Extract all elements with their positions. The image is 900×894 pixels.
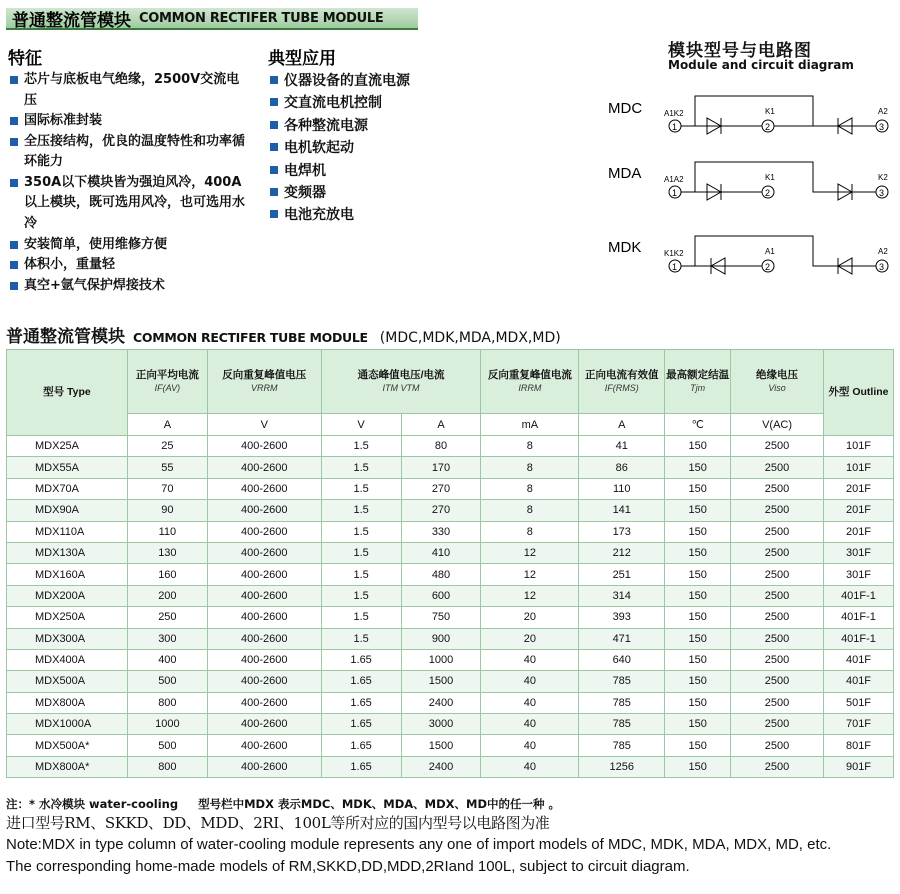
col-header-if-av: 正向平均电流 IF(AV): [127, 350, 207, 414]
cell-type: MDX800A: [7, 692, 128, 713]
table-cell: 12: [481, 564, 579, 585]
circuit-model-label: MDK: [608, 239, 642, 256]
table-cell: 150: [665, 756, 731, 777]
table-title-cn: 普通整流管模块: [6, 327, 125, 347]
table-row: [7, 714, 894, 735]
table-cell: 1.65: [321, 756, 401, 777]
table-header-row: [7, 350, 894, 414]
table-cell: 8: [481, 521, 579, 542]
table-cell: 2500: [731, 542, 824, 563]
cell-type: MDX110A: [7, 521, 128, 542]
table-cell: 400-2600: [207, 585, 321, 606]
col-header-if-rms: 正向电流有效值 IF(RMS): [579, 350, 665, 414]
application-item: [268, 204, 488, 226]
table-cell: 400-2600: [207, 457, 321, 478]
table-cell: 1000: [401, 649, 481, 670]
col-header-itm-vtm: 通态峰值电压/电流 ITM VTM: [321, 350, 481, 414]
table-cell: 401F-1: [823, 585, 893, 606]
table-cell: 400-2600: [207, 628, 321, 649]
table-cell: 2500: [731, 521, 824, 542]
cell-type: MDX70A: [7, 478, 128, 499]
application-text: 电焊机: [284, 162, 326, 179]
table-cell: 40: [481, 714, 579, 735]
table-cell: 785: [579, 735, 665, 756]
table-cell: 2400: [401, 756, 481, 777]
table-cell: 150: [665, 628, 731, 649]
note-mdx: 型号栏中MDX 表示MDC、MDK、MDA、MDX、MD中的任一种 。: [198, 797, 561, 811]
table-cell: 8: [481, 500, 579, 521]
table-row: [7, 735, 894, 756]
table-cell: 150: [665, 671, 731, 692]
application-item: [268, 182, 488, 204]
circuit-pin-label: A1A2: [664, 175, 684, 184]
circuit-pin-label: A1: [765, 247, 775, 256]
bullet-icon: [270, 210, 278, 218]
bullet-icon: [270, 188, 278, 196]
table-cell: 1.65: [321, 735, 401, 756]
table-cell: 150: [665, 649, 731, 670]
table-cell: 150: [665, 692, 731, 713]
table-row: [7, 521, 894, 542]
feature-text: 安装简单，使用维修方便: [24, 236, 168, 252]
application-item: [268, 137, 488, 159]
table-cell: 150: [665, 607, 731, 628]
table-row: [7, 564, 894, 585]
table-cell: 500: [127, 735, 207, 756]
table-cell: 2500: [731, 500, 824, 521]
table-cell: 900: [401, 628, 481, 649]
unit-cell: A: [127, 414, 207, 436]
table-row: [7, 542, 894, 563]
table-cell: 150: [665, 714, 731, 735]
table-cell: 110: [127, 521, 207, 542]
table-cell: 400-2600: [207, 436, 321, 457]
feature-item: [8, 111, 248, 132]
application-text: 电池充放电: [284, 207, 354, 224]
table-cell: 800: [127, 756, 207, 777]
table-cell: 401F: [823, 671, 893, 692]
table-row: [7, 500, 894, 521]
table-cell: 12: [481, 585, 579, 606]
table-cell: 2500: [731, 735, 824, 756]
table-cell: 1.5: [321, 521, 401, 542]
application-item: [268, 92, 488, 114]
terminal-number: 1: [672, 122, 678, 132]
table-cell: 1.5: [321, 500, 401, 521]
table-cell: 314: [579, 585, 665, 606]
table-cell: 400-2600: [207, 692, 321, 713]
table-cell: 1.5: [321, 585, 401, 606]
bullet-icon: [270, 166, 278, 174]
bullet-icon: [10, 138, 18, 146]
unit-cell: ℃: [665, 414, 731, 436]
feature-text: 芯片与底板电气绝缘，2500V交流电压: [24, 72, 240, 108]
table-cell: 20: [481, 607, 579, 628]
table-cell: 212: [579, 542, 665, 563]
cell-type: MDX130A: [7, 542, 128, 563]
table-cell: 901F: [823, 756, 893, 777]
table-row: [7, 585, 894, 606]
table-cell: 8: [481, 457, 579, 478]
table-cell: 2500: [731, 436, 824, 457]
table-cell: 640: [579, 649, 665, 670]
cell-type: MDX400A: [7, 649, 128, 670]
application-item: [268, 70, 488, 92]
application-text: 交直流电机控制: [284, 95, 382, 112]
table-cell: 2500: [731, 714, 824, 735]
note-mdx-en: Note:MDX in type column of water-cooling module represents any one of import models of MDC, MDK, MDA, MDX, MD, etc.: [6, 836, 832, 853]
table-cell: 2500: [731, 628, 824, 649]
table-cell: 80: [401, 436, 481, 457]
page-title-cn: 普通整流管模块: [12, 10, 131, 31]
table-cell: 110: [579, 478, 665, 499]
note-homemade-en: The corresponding home-made models of RM,SKKD,DD,MDD,2RIand 100L, subject to circuit diagram.: [6, 858, 690, 875]
table-cell: 1500: [401, 735, 481, 756]
note-import-models-cn: 进口型号RM、SKKD、DD、MDD、2RI、100L等所对应的国内型号以电路图为准: [6, 814, 550, 832]
circuit-diagram: [600, 80, 895, 300]
table-cell: 160: [127, 564, 207, 585]
terminal-number: 3: [879, 122, 885, 132]
table-cell: 1.5: [321, 457, 401, 478]
note-water-cooling: [6, 796, 894, 812]
table-cell: 400-2600: [207, 564, 321, 585]
cell-type: MDX25A: [7, 436, 128, 457]
circuit-pin-label: K1K2: [664, 249, 684, 258]
table-cell: 401F-1: [823, 607, 893, 628]
unit-cell: V: [207, 414, 321, 436]
cell-type: MDX1000A: [7, 714, 128, 735]
table-cell: 1000: [127, 714, 207, 735]
circuit-pin-label: K1: [765, 173, 775, 182]
table-cell: 1.65: [321, 714, 401, 735]
table-cell: 201F: [823, 478, 893, 499]
application-item: [268, 160, 488, 182]
table-row: [7, 457, 894, 478]
table-cell: 1.65: [321, 692, 401, 713]
page-title-en: COMMON RECTIFER TUBE MODULE: [139, 10, 384, 26]
table-cell: 170: [401, 457, 481, 478]
table-cell: 785: [579, 714, 665, 735]
bullet-icon: [270, 143, 278, 151]
table-cell: 330: [401, 521, 481, 542]
table-cell: 150: [665, 564, 731, 585]
unit-cell: A: [401, 414, 481, 436]
feature-item: [8, 235, 248, 256]
terminal-number: 2: [765, 188, 771, 198]
cell-type: MDX160A: [7, 564, 128, 585]
table-cell: 410: [401, 542, 481, 563]
table-row: [7, 756, 894, 777]
table-cell: 400-2600: [207, 735, 321, 756]
table-cell: 201F: [823, 521, 893, 542]
circuit-pin-label: A2: [878, 107, 888, 116]
table-row: [7, 628, 894, 649]
table-cell: 150: [665, 457, 731, 478]
table-cell: 750: [401, 607, 481, 628]
unit-cell: V: [321, 414, 401, 436]
bullet-icon: [10, 241, 18, 249]
circuit-pin-label: K1: [765, 107, 775, 116]
table-cell: 86: [579, 457, 665, 478]
features-list: [8, 70, 248, 296]
unit-cell: V(AC): [731, 414, 824, 436]
application-text: 仪器设备的直流电源: [284, 73, 410, 89]
table-cell: 401F: [823, 649, 893, 670]
table-cell: 270: [401, 500, 481, 521]
table-cell: 1500: [401, 671, 481, 692]
cell-type: MDX250A: [7, 607, 128, 628]
table-cell: 501F: [823, 692, 893, 713]
application-item: [268, 115, 488, 137]
cell-type: MDX300A: [7, 628, 128, 649]
feature-item: [8, 70, 248, 111]
table-cell: 8: [481, 436, 579, 457]
table-cell: 800: [127, 692, 207, 713]
table-cell: 150: [665, 542, 731, 563]
table-cell: 400-2600: [207, 542, 321, 563]
cell-type: MDX55A: [7, 457, 128, 478]
table-cell: 2500: [731, 457, 824, 478]
terminal-number: 1: [672, 188, 678, 198]
table-cell: 2500: [731, 671, 824, 692]
bullet-icon: [10, 282, 18, 290]
col-header-irrm: 反向重复峰值电流 IRRM: [481, 350, 579, 414]
table-cell: 201F: [823, 500, 893, 521]
table-cell: 40: [481, 671, 579, 692]
table-unit-row: [7, 414, 894, 436]
table-cell: 150: [665, 500, 731, 521]
feature-item: [8, 132, 248, 173]
cell-type: MDX800A*: [7, 756, 128, 777]
table-cell: 500: [127, 671, 207, 692]
unit-cell: mA: [481, 414, 579, 436]
table-cell: 393: [579, 607, 665, 628]
table-cell: 25: [127, 436, 207, 457]
terminal-number: 3: [879, 188, 885, 198]
circuit-pin-label: A1K2: [664, 109, 684, 118]
table-cell: 40: [481, 756, 579, 777]
feature-text: 国际标准封装: [24, 113, 103, 128]
circuit-diagram-svg: [600, 80, 895, 300]
cell-type: MDX90A: [7, 500, 128, 521]
circuit-pin-label: A2: [878, 247, 888, 256]
feature-item: [8, 173, 248, 235]
cell-type: MDX500A*: [7, 735, 128, 756]
table-cell: 2500: [731, 585, 824, 606]
bullet-icon: [10, 179, 18, 187]
application-text: 电机软起动: [284, 140, 354, 157]
table-cell: 785: [579, 671, 665, 692]
circuit-row-mdc: [608, 96, 888, 134]
table-cell: 1.5: [321, 436, 401, 457]
table-cell: 400-2600: [207, 500, 321, 521]
col-header-vrrm: 反向重复峰值电压 VRRM: [207, 350, 321, 414]
col-header-viso: 绝缘电压 Viso: [731, 350, 824, 414]
table-cell: 20: [481, 628, 579, 649]
table-cell: 400-2600: [207, 521, 321, 542]
table-cell: 70: [127, 478, 207, 499]
table-cell: 1.5: [321, 564, 401, 585]
table-cell: 2500: [731, 478, 824, 499]
feature-item: [8, 276, 248, 297]
table-cell: 785: [579, 692, 665, 713]
table-cell: 141: [579, 500, 665, 521]
table-cell: 701F: [823, 714, 893, 735]
col-header-tjm: 最高额定结温 Tjm: [665, 350, 731, 414]
page-title-bar: [6, 8, 418, 30]
bullet-icon: [10, 76, 18, 84]
spec-table: [6, 349, 894, 778]
table-cell: 301F: [823, 564, 893, 585]
table-row: [7, 607, 894, 628]
table-cell: 40: [481, 735, 579, 756]
table-cell: 600: [401, 585, 481, 606]
table-cell: 400-2600: [207, 756, 321, 777]
table-cell: 480: [401, 564, 481, 585]
terminal-number: 3: [879, 262, 885, 272]
table-cell: 400-2600: [207, 478, 321, 499]
terminal-number: 1: [672, 262, 678, 272]
table-cell: 801F: [823, 735, 893, 756]
table-cell: 150: [665, 585, 731, 606]
applications-heading: 典型应用: [268, 49, 336, 69]
table-cell: 8: [481, 478, 579, 499]
table-cell: 101F: [823, 457, 893, 478]
table-cell: 150: [665, 478, 731, 499]
circuit-model-label: MDA: [608, 165, 642, 182]
table-cell: 200: [127, 585, 207, 606]
bullet-icon: [10, 261, 18, 269]
cell-type: MDX200A: [7, 585, 128, 606]
table-cell: 2400: [401, 692, 481, 713]
bullet-icon: [10, 117, 18, 125]
table-cell: 1.5: [321, 542, 401, 563]
table-cell: 1256: [579, 756, 665, 777]
table-cell: 400-2600: [207, 607, 321, 628]
terminal-number: 2: [765, 262, 771, 272]
diagram-title: 模块型号与电路图: [668, 41, 812, 61]
table-body: [7, 436, 894, 778]
bullet-icon: [270, 76, 278, 84]
table-cell: 2500: [731, 649, 824, 670]
table-models: (MDC,MDK,MDA,MDX,MD): [379, 330, 561, 346]
table-title: [6, 322, 561, 347]
table-cell: 1.5: [321, 478, 401, 499]
table-cell: 1.5: [321, 607, 401, 628]
unit-cell: A: [579, 414, 665, 436]
table-cell: 90: [127, 500, 207, 521]
table-row: [7, 692, 894, 713]
table-cell: 40: [481, 649, 579, 670]
table-cell: 2500: [731, 564, 824, 585]
feature-text: 体积小，重量轻: [24, 257, 116, 273]
table-cell: 2500: [731, 692, 824, 713]
table-cell: 300: [127, 628, 207, 649]
bullet-icon: [270, 121, 278, 129]
circuit-row-mdk: [608, 236, 888, 274]
table-title-en: COMMON RECTIFER TUBE MODULE: [133, 330, 368, 345]
feature-text: 真空+氩气保护焊接技术: [24, 277, 165, 293]
table-cell: 173: [579, 521, 665, 542]
table-cell: 1.5: [321, 628, 401, 649]
table-cell: 150: [665, 521, 731, 542]
table-cell: 301F: [823, 542, 893, 563]
table-cell: 3000: [401, 714, 481, 735]
notes: [6, 796, 894, 878]
features-heading: 特征: [8, 49, 42, 69]
table-cell: 401F-1: [823, 628, 893, 649]
table-cell: 400: [127, 649, 207, 670]
feature-text: 全压接结构，优良的温度特性和功率循环能力: [24, 133, 246, 170]
table-cell: 1.65: [321, 649, 401, 670]
note-asterisk: 注：* 水冷模块 water-cooling: [6, 797, 179, 811]
table-cell: 40: [481, 692, 579, 713]
table-cell: 55: [127, 457, 207, 478]
table-cell: 250: [127, 607, 207, 628]
table-cell: 2500: [731, 607, 824, 628]
cell-type: MDX500A: [7, 671, 128, 692]
col-header-type: 型号 Type: [7, 350, 128, 436]
table-cell: 471: [579, 628, 665, 649]
table-row: [7, 478, 894, 499]
application-text: 变频器: [284, 185, 326, 202]
table-cell: 400-2600: [207, 671, 321, 692]
terminal-number: 2: [765, 122, 771, 132]
table-cell: 1.65: [321, 671, 401, 692]
diagram-subtitle: Module and circuit diagram: [668, 58, 854, 72]
table-cell: 101F: [823, 436, 893, 457]
table-cell: 41: [579, 436, 665, 457]
table-row: [7, 671, 894, 692]
table-cell: 251: [579, 564, 665, 585]
table-cell: 150: [665, 436, 731, 457]
circuit-pin-label: K2: [878, 173, 888, 182]
table-cell: 2500: [731, 756, 824, 777]
circuit-row-mda: [608, 162, 888, 200]
table-cell: 270: [401, 478, 481, 499]
applications-list: [268, 70, 488, 227]
table-row: [7, 649, 894, 670]
feature-item: [8, 255, 248, 276]
table-cell: 12: [481, 542, 579, 563]
table-row: [7, 436, 894, 457]
circuit-model-label: MDC: [608, 100, 643, 117]
table-cell: 400-2600: [207, 714, 321, 735]
table-cell: 400-2600: [207, 649, 321, 670]
application-text: 各种整流电源: [284, 117, 368, 134]
table-cell: 130: [127, 542, 207, 563]
col-header-outline: 外型 Outline: [823, 350, 893, 436]
bullet-icon: [270, 98, 278, 106]
feature-text: 350A以下模块皆为强迫风冷，400A以上模块，既可选用风冷，也可选用水冷: [24, 174, 246, 231]
table-cell: 150: [665, 735, 731, 756]
